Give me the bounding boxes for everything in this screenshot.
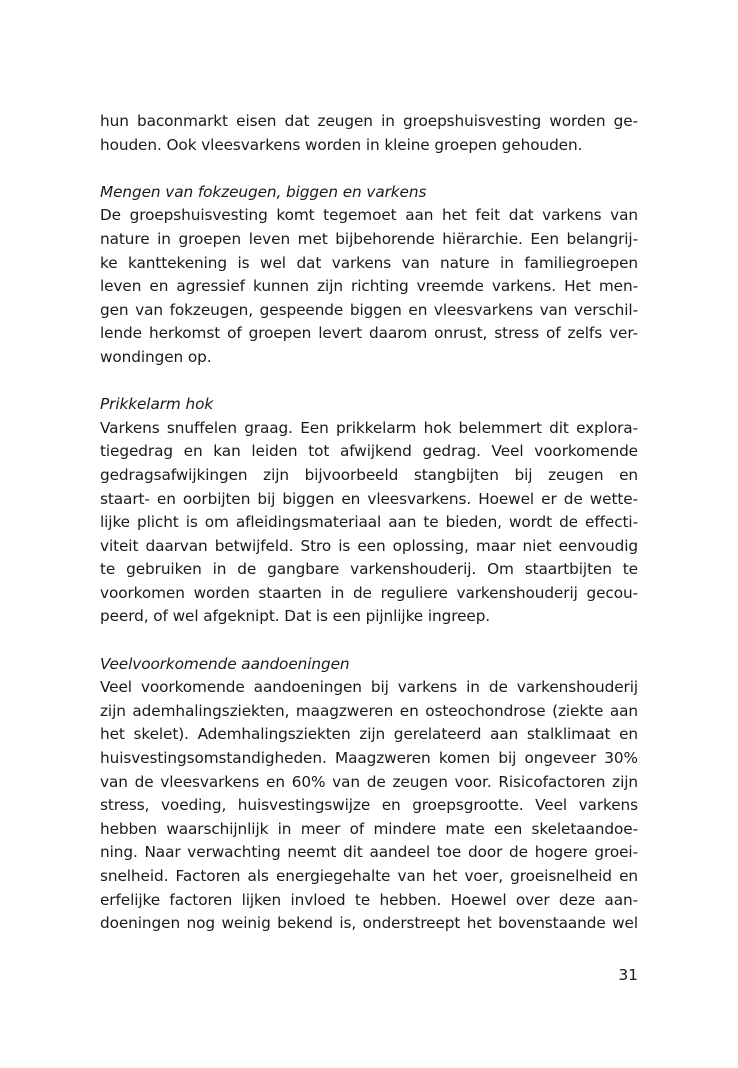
- paragraph-line: lijke plicht is om afleidingsmateriaal aan te bieden, wordt de effecti-: [100, 513, 638, 532]
- paragraph-line: huisvestingsomstandigheden. Maagzweren komen bij ongeveer 30%: [100, 749, 638, 768]
- paragraph-line: hebben waarschijnlijk in meer of mindere mate een skeletaandoe-: [100, 819, 638, 838]
- paragraph-gap: [100, 157, 638, 181]
- paragraph-line: tiegedrag en kan leiden tot afwijkend gedrag. Veel voorkomende: [100, 442, 638, 461]
- paragraph-line: ke kanttekening is wel dat varkens van nature in familiegroepen: [100, 253, 638, 272]
- paragraph-line: peerd, of wel afgeknipt. Dat is een pijnlijke ingreep.: [100, 607, 491, 626]
- section-veelvoorkomende-aandoeningen: [100, 653, 638, 936]
- paragraph-line: leven en agressief kunnen zijn richting vreemde varkens. Het men-: [100, 277, 638, 296]
- paragraph-gap: [100, 629, 638, 653]
- section-mengen: [100, 181, 638, 370]
- section-heading: Prikkelarm hok: [100, 395, 214, 414]
- paragraph-line: viteit daarvan betwijfeld. Stro is een oplossing, maar niet eenvoudig: [100, 536, 638, 555]
- paragraph-line: stress, voeding, huisvestingswijze en groepsgrootte. Veel varkens: [100, 796, 638, 815]
- paragraph-line: erfelijke factoren lijken invloed te hebben. Hoewel over deze aan-: [100, 890, 638, 909]
- intro-line: houden. Ook vleesvarkens worden in kleine groepen gehouden.: [100, 135, 583, 154]
- paragraph-line: zijn ademhalingsziekten, maagzweren en osteochondrose (ziekte aan: [100, 701, 638, 720]
- paragraph-line: ning. Naar verwachting neemt dit aandeel toe door de hogere groei-: [100, 843, 638, 862]
- intro-line: hun baconmarkt eisen dat zeugen in groepshuisvesting worden ge-: [100, 112, 638, 130]
- paragraph-line: nature in groepen leven met bijbehorende hiërarchie. Een belangrij-: [100, 229, 638, 248]
- page-body: [100, 110, 638, 936]
- paragraph-line: gen van fokzeugen, gespeende biggen en vleesvarkens van verschil-: [100, 300, 638, 319]
- paragraph-line: lende herkomst of groepen levert daarom onrust, stress of zelfs ver-: [100, 324, 638, 343]
- paragraph-line: van de vleesvarkens en 60% van de zeugen voor. Risicofactoren zijn: [100, 772, 638, 791]
- paragraph-line: snelheid. Factoren als energiegehalte van het voer, groeisnelheid en: [100, 867, 638, 885]
- section-heading: Veelvoorkomende aandoeningen: [100, 654, 350, 673]
- paragraph-line: het skelet). Ademhalingsziekten zijn gerelateerd aan stalklimaat en: [100, 725, 638, 744]
- section-prikkelarm-hok: [100, 393, 638, 629]
- paragraph-line: te gebruiken in de gangbare varkenshouderij. Om staartbijten te: [100, 560, 638, 579]
- paragraph-line: voorkomen worden staarten in de reguliere varkenshouderij gecou-: [100, 583, 638, 602]
- paragraph-line: staart- en oorbijten bij biggen en vleesvarkens. Hoewel er de wette-: [100, 489, 638, 508]
- page-number: 31: [618, 966, 638, 984]
- paragraph-line: gedragsafwijkingen zijn bijvoorbeeld stangbijten bij zeugen en: [100, 465, 638, 484]
- intro-paragraph: [100, 110, 638, 157]
- paragraph-line: wondingen op.: [100, 347, 212, 366]
- paragraph-line: Veel voorkomende aandoeningen bij varkens in de varkenshouderij: [100, 678, 638, 697]
- section-heading: Mengen van fokzeugen, biggen en varkens: [100, 182, 427, 201]
- paragraph-gap: [100, 370, 638, 394]
- paragraph-line: De groepshuisvesting komt tegemoet aan het feit dat varkens van: [100, 206, 638, 225]
- paragraph-line: Varkens snuffelen graag. Een prikkelarm hok belemmert dit explora-: [100, 418, 638, 437]
- paragraph-line: doeningen nog weinig bekend is, onderstreept het bovenstaande wel: [100, 914, 638, 933]
